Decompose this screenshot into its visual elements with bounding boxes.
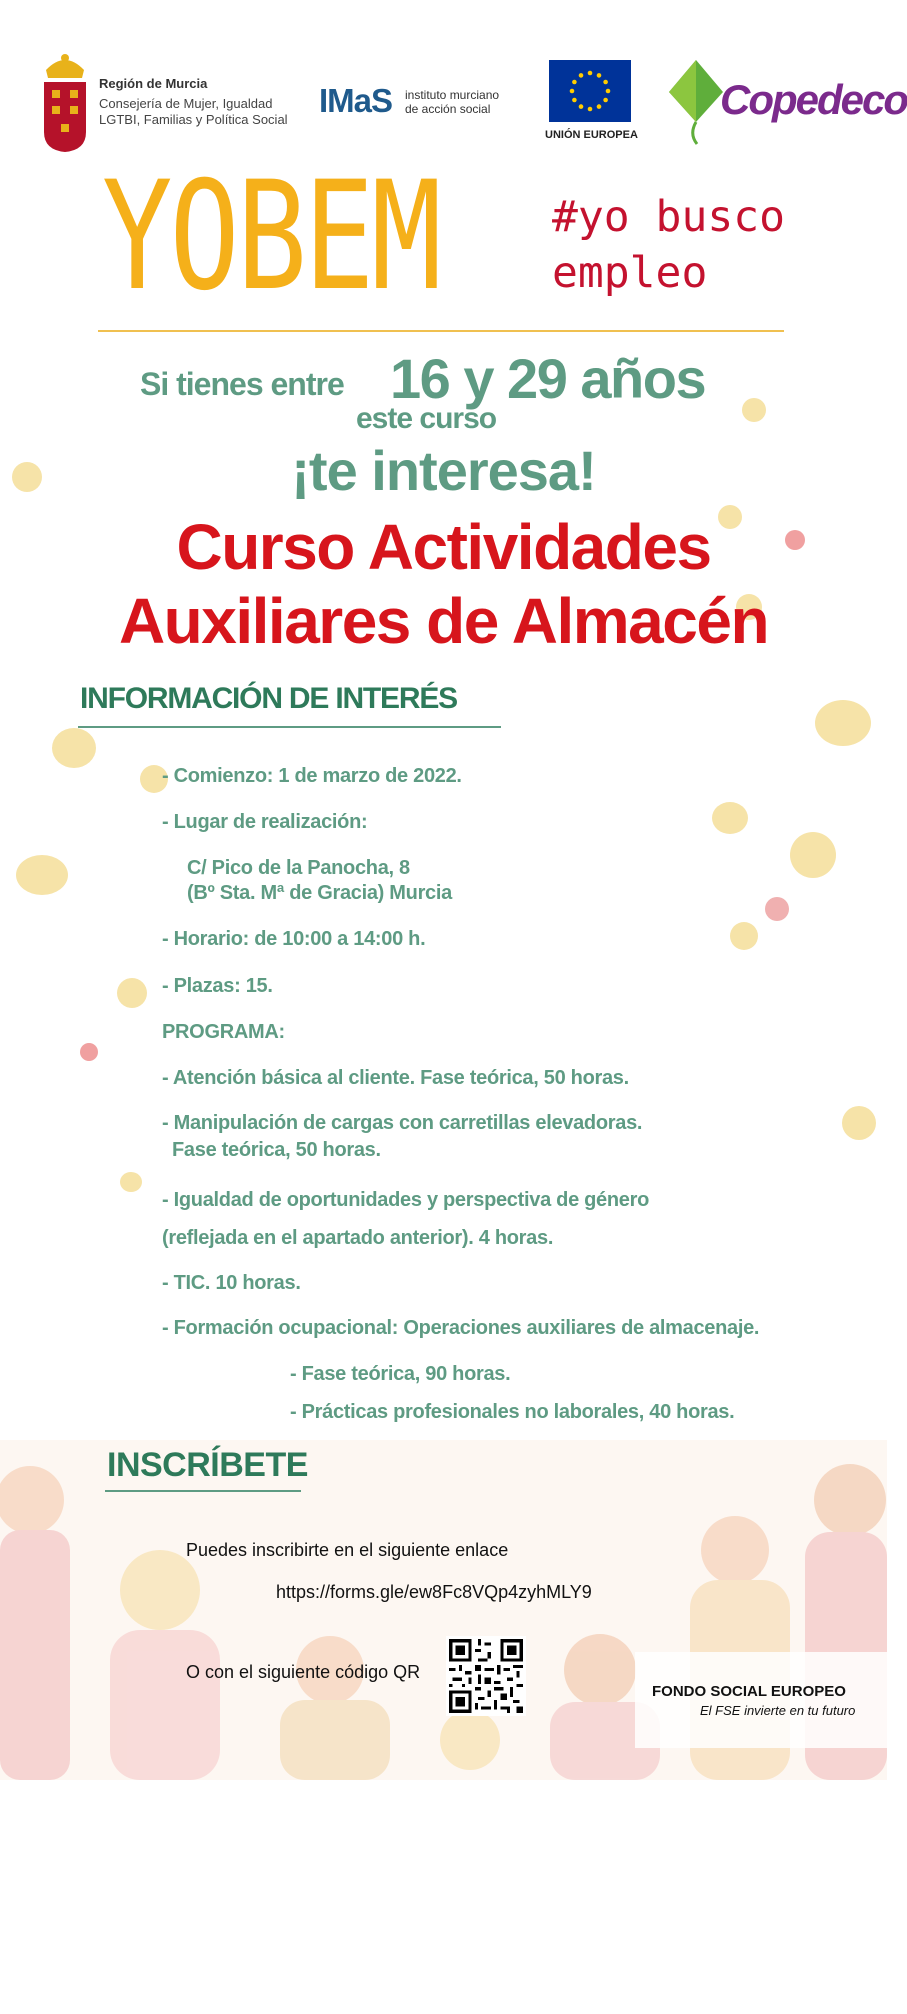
region-name: Región de Murcia	[99, 76, 208, 91]
copedeco-kite-icon	[667, 58, 725, 146]
info-heading: INFORMACIÓN DE INTERÉS	[80, 682, 457, 715]
program-item-2-line2: Fase teórica, 50 horas.	[172, 1139, 381, 1161]
signup-link-text: Puedes inscribirte en el siguiente enlace	[186, 1540, 509, 1560]
program-item-1: - Atención básica al cliente. Fase teórica, 50 horas.	[162, 1067, 629, 1089]
program-item-5: - Formación ocupacional: Operaciones auxiliares de almacenaje.	[162, 1317, 760, 1339]
consejeria-line1: Consejería de Mujer, Igualdad	[99, 96, 273, 111]
region-murcia-crest-icon	[40, 50, 90, 154]
imas-logo: IMaS	[319, 82, 393, 119]
info-place-label: - Lugar de realización:	[162, 811, 368, 833]
info-address-line2: (Bº Sta. Mª de Gracia) Murcia	[187, 882, 452, 904]
program-item-4: - TIC. 10 horas.	[162, 1272, 301, 1294]
decor-dot	[80, 1043, 98, 1061]
eu-label: UNIÓN EUROPEA	[545, 129, 638, 141]
age-prefix: Si tienes entre	[140, 366, 344, 402]
program-item-3-line1: - Igualdad de oportunidades y perspectiva de género	[162, 1189, 650, 1211]
interesa-text: ¡te interesa!	[291, 439, 596, 502]
hashtag-line1: #yo busco	[552, 192, 785, 242]
imas-line1: instituto murciano	[405, 88, 500, 102]
fse-subtitle: El FSE invierte en tu futuro	[700, 1703, 856, 1718]
fse-title: FONDO SOCIAL EUROPEO	[652, 1683, 846, 1700]
qr-code-icon[interactable]	[446, 1636, 526, 1716]
decor-dot	[790, 832, 836, 878]
decor-dot	[117, 978, 147, 1008]
info-address-line1: C/ Pico de la Panocha, 8	[187, 857, 410, 879]
decor-dot	[712, 802, 748, 834]
decor-dot	[742, 398, 766, 422]
decor-dot	[815, 700, 871, 746]
signup-heading-underline	[105, 1490, 301, 1492]
imas-line2: de acción social	[405, 102, 491, 116]
copedeco-label: Copedeco	[720, 76, 907, 123]
info-schedule: - Horario: de 10:00 a 14:00 h.	[162, 928, 426, 950]
decor-dot	[730, 922, 758, 950]
course-line1: Curso Actividades	[176, 511, 711, 583]
age-range: 16 y 29 años	[390, 347, 706, 410]
info-heading-underline	[78, 726, 501, 728]
title-divider	[98, 330, 784, 332]
signup-url-link[interactable]: https://forms.gle/ew8Fc8VQp4zyhMLY9	[276, 1582, 592, 1602]
info-seats: - Plazas: 15.	[162, 975, 273, 997]
decor-dot	[120, 1172, 142, 1192]
decor-dot	[765, 897, 789, 921]
program-item-2-line1: - Manipulación de cargas con carretillas elevadoras.	[162, 1112, 643, 1134]
program-item-3-line2: (reflejada en el apartado anterior). 4 horas.	[162, 1227, 554, 1249]
info-start: - Comienzo: 1 de marzo de 2022.	[162, 765, 462, 787]
program-sub-1: - Fase teórica, 90 horas.	[290, 1363, 511, 1385]
eu-flag-icon	[549, 60, 631, 122]
yobem-title: YOBEM	[102, 150, 439, 324]
hashtag-line2: empleo	[552, 248, 708, 298]
fse-box	[635, 1652, 887, 1748]
program-sub-2: - Prácticas profesionales no laborales, 40 horas.	[290, 1401, 735, 1423]
consejeria-line2: LGTBI, Familias y Política Social	[99, 112, 288, 127]
decor-dot	[16, 855, 68, 895]
decor-dot	[842, 1106, 876, 1140]
program-label: PROGRAMA:	[162, 1021, 285, 1043]
course-line2: Auxiliares de Almacén	[118, 585, 769, 657]
signup-qr-text: O con el siguiente código QR	[186, 1662, 421, 1682]
este-curso: este curso	[356, 402, 497, 435]
decor-dot	[52, 728, 96, 768]
signup-heading: INSCRÍBETE	[107, 1446, 308, 1484]
